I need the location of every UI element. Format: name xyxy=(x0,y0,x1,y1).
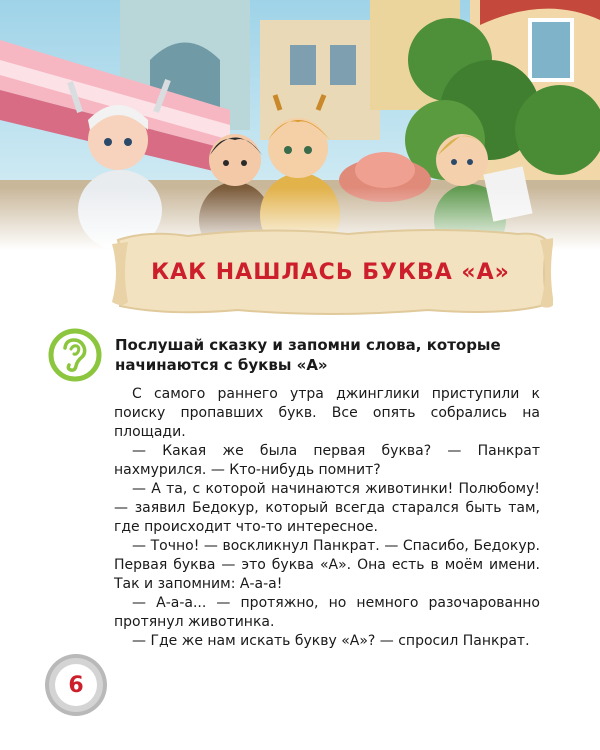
ear-icon xyxy=(47,327,103,383)
listening-task: Послушай сказку и запомни слова, которые начинаются с буквы «А» xyxy=(115,336,501,374)
story-paragraph: — Какая же была первая буква? — Панкрат нахмурился. — Кто-нибудь помнит? xyxy=(114,443,540,478)
story-paragraph: С самого раннего утра джинглики приступили к поиску пропавших букв. Все опять собрались на площади. xyxy=(114,386,540,440)
story-paragraph: — Где же нам искать букву «А»? — спросил Панкрат. xyxy=(132,633,530,649)
page-title: КАК НАШЛАСЬ БУКВА «А» xyxy=(151,259,510,285)
page-number: 6 xyxy=(68,672,84,698)
story-paragraph: — А та, с которой начинаются животинки! Полюбому! — заявил Бедокур, который всегда старался быть там, где происходит что-то интересное. xyxy=(114,481,540,535)
title-banner xyxy=(108,222,553,322)
header-illustration xyxy=(0,0,600,250)
story-text xyxy=(114,385,540,651)
story-paragraph: — А-а-а... — протяжно, но немного разочарованно протянул животинка. xyxy=(114,595,540,630)
story-paragraph: — Точно! — воскликнул Панкрат. — Спасибо, Бедокур. Первая буква — это буква «А». Она есть в моём имени. Так и запомним: А-а-а! xyxy=(114,538,540,592)
fairy-tale-characters-illustration xyxy=(0,0,600,250)
